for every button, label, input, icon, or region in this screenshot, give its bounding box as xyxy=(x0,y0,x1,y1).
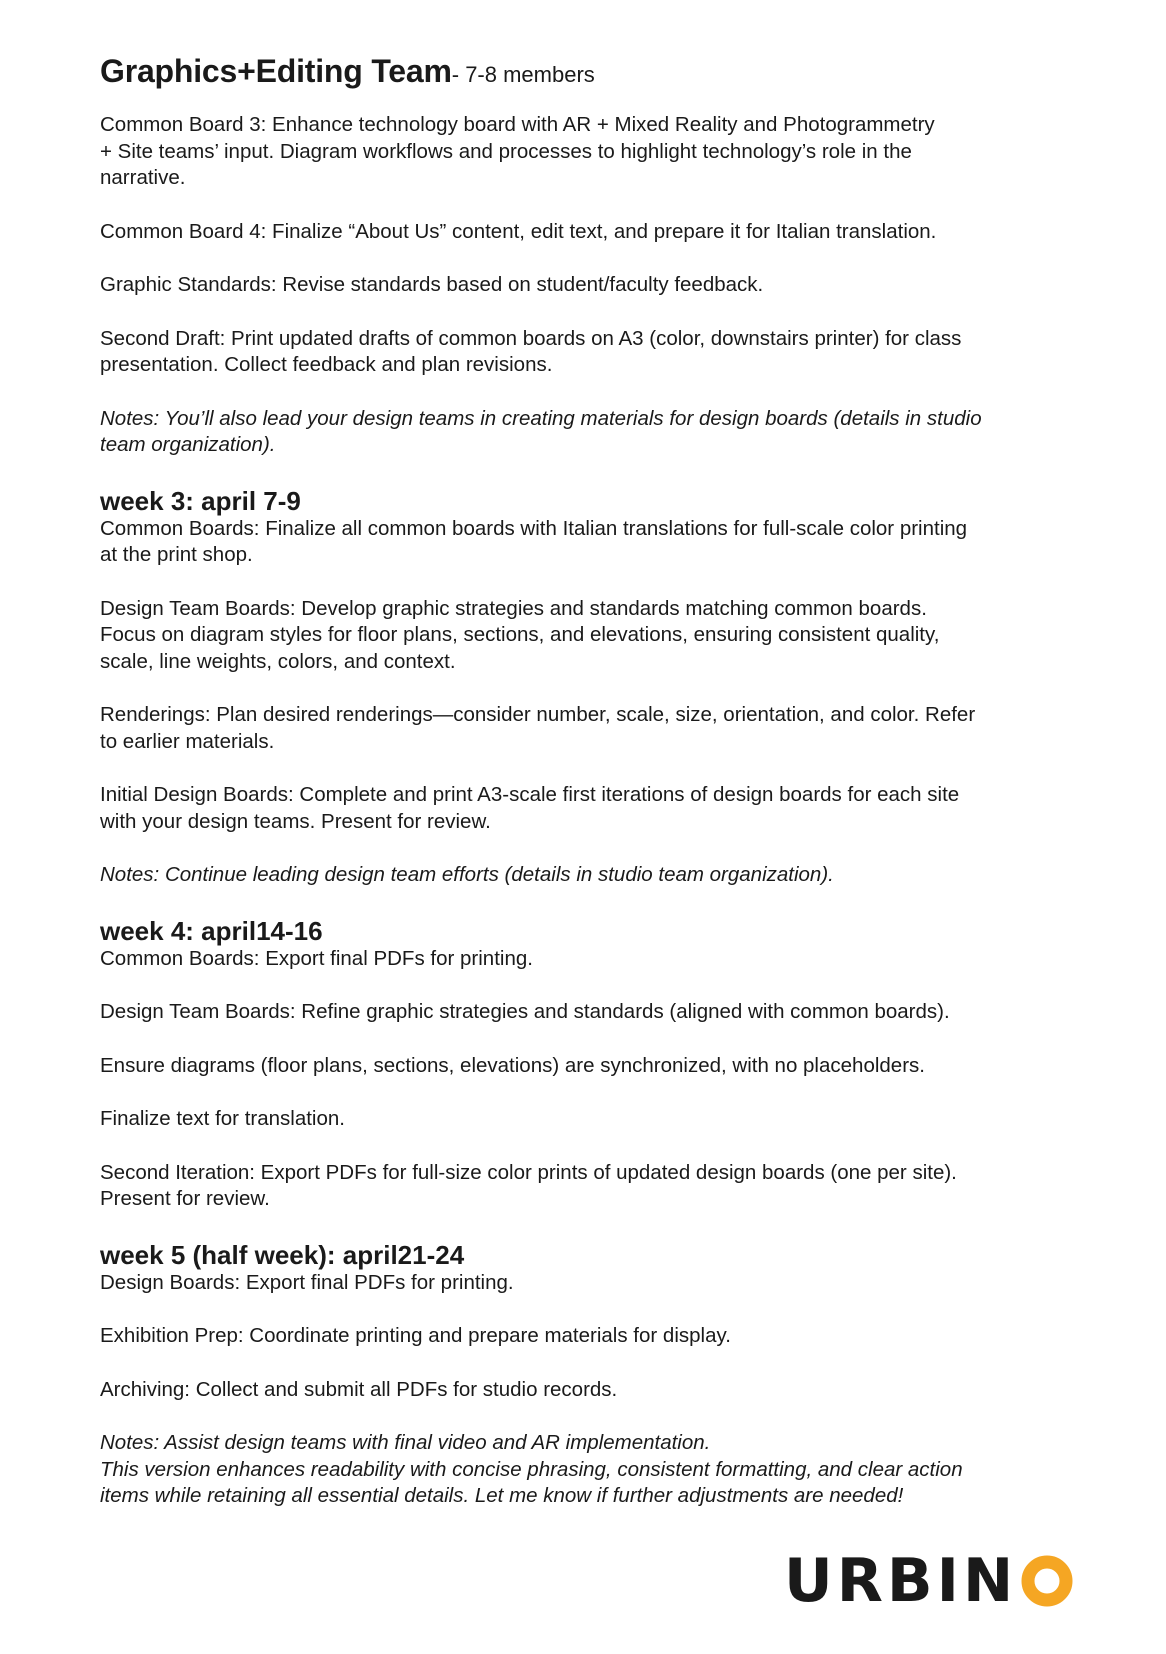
week-5-notes: Notes: Assist design teams with final video and AR implementation. This version enhances readability with concise phrasing, consistent formatting, and clear action items while retaining all essential details. Let me know if further adjustments are needed! xyxy=(100,1431,963,1508)
urbino-logo xyxy=(784,1546,1073,1616)
week-3-item: Common Boards: Finalize all common boards with Italian translations for full-scale color printing at the print shop. xyxy=(100,516,968,567)
week-5-heading: week 5 (half week): april21-24 xyxy=(100,1239,465,1270)
intro-second-draft: Second Draft: Print updated drafts of common boards on A3 (color, downstairs printer) for class presentation. Collect feedback and plan revisions. xyxy=(100,326,962,377)
week-4-item: Design Team Boards: Refine graphic strategies and standards (aligned with common boards). xyxy=(100,1000,950,1024)
week-3-item: Initial Design Boards: Complete and print A3-scale first iterations of design boards for each site with your design teams. Present for review. xyxy=(100,783,960,833)
week-4-heading: week 4: april14-16 xyxy=(100,915,323,946)
week-5-item: Archiving: Collect and submit all PDFs for studio records. xyxy=(100,1377,618,1401)
week-4-section xyxy=(100,916,1080,1213)
week-5-item: Exhibition Prep: Coordinate printing and prepare materials for display. xyxy=(100,1324,731,1348)
week-3-section xyxy=(100,486,1080,889)
team-size: - 7-8 members xyxy=(451,62,595,87)
week-5-item: Design Boards: Export final PDFs for printing. xyxy=(100,1270,514,1294)
intro-graphic-standards: Graphic Standards: Revise standards based on student/faculty feedback. xyxy=(100,273,764,297)
intro-section xyxy=(100,112,1080,459)
week-3-item: Design Team Boards: Develop graphic strategies and standards matching common boards. Focus on diagram styles for floor plans, sections, and elevations, ensuring consistent quality, scale, line weights, colors, and context. xyxy=(100,596,940,673)
orange-ring-o-icon xyxy=(1021,1555,1073,1607)
logo-wordmark: URBIN xyxy=(784,1546,1018,1616)
intro-common-board-4: Common Board 4: Finalize “About Us” content, edit text, and prepare it for Italian translation. xyxy=(100,219,937,243)
team-title: Graphics+Editing Team xyxy=(100,53,452,89)
week-4-item: Second Iteration: Export PDFs for full-size color prints of updated design boards (one per site). Present for review. xyxy=(100,1160,957,1211)
week-3-item: Renderings: Plan desired renderings—consider number, scale, size, orientation, and color. Refer to earlier materials. xyxy=(100,703,976,753)
week-3-heading: week 3: april 7-9 xyxy=(100,485,301,516)
intro-common-board-3: Common Board 3: Enhance technology board with AR + Mixed Reality and Photogrammetry + Site teams’ input. Diagram workflows and processes to highlight technology’s role in the narrative. xyxy=(100,113,935,190)
document-page xyxy=(100,52,1080,1510)
week-4-item: Ensure diagrams (floor plans, sections, elevations) are synchronized, with no placeholders. xyxy=(100,1053,925,1077)
week-3-notes: Notes: Continue leading design team efforts (details in studio team organization). xyxy=(100,863,834,887)
week-4-item: Common Boards: Export final PDFs for printing. xyxy=(100,946,533,970)
week-5-section xyxy=(100,1240,1080,1510)
week-4-item: Finalize text for translation. xyxy=(100,1107,345,1131)
intro-notes: Notes: You’ll also lead your design teams in creating materials for design boards (details in studio team organization). xyxy=(100,406,982,457)
document-title xyxy=(100,52,1080,90)
